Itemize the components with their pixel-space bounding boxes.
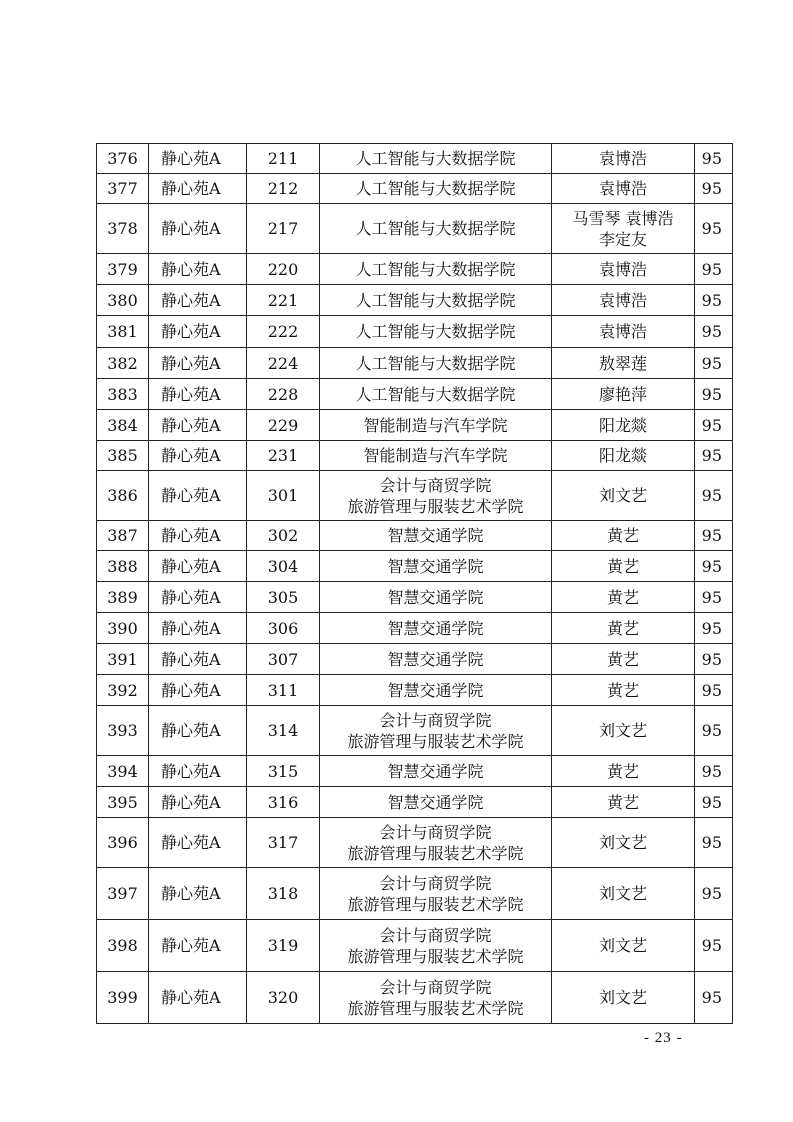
room-cell: 301: [247, 471, 320, 521]
page-number: - 23 -: [644, 1030, 683, 1046]
teacher-cell: [552, 613, 695, 644]
college-cell-line: 人工智能与大数据学院: [355, 384, 516, 404]
building-cell: 静心苑A: [149, 174, 247, 204]
teacher-cell-line: 刘文艺: [598, 884, 647, 903]
teacher-cell: [552, 551, 695, 582]
row-number-cell: 390: [97, 613, 149, 644]
room-cell: 217: [247, 204, 320, 254]
table-row: [97, 582, 733, 613]
college-cell-line: 旅游管理与服装艺术学院: [347, 998, 524, 1018]
room-cell: 224: [247, 348, 320, 379]
college-cell-line: 旅游管理与服装艺术学院: [347, 946, 524, 966]
room-cell: 304: [247, 551, 320, 582]
row-number-cell: 382: [97, 348, 149, 379]
teacher-cell-line: 黄艺: [606, 761, 639, 781]
room-cell: 220: [247, 254, 320, 285]
row-number-cell: 396: [97, 818, 149, 868]
college-cell: [320, 582, 552, 613]
teacher-cell-line: 阳龙燚: [598, 446, 647, 465]
table-row: [97, 471, 733, 521]
college-cell: [320, 868, 552, 920]
row-number-cell: 385: [97, 441, 149, 471]
college-cell-line: 旅游管理与服装艺术学院: [347, 496, 524, 516]
teacher-cell: [552, 818, 695, 868]
teacher-cell-line: 黄艺: [606, 526, 639, 545]
score-cell: 95: [695, 920, 733, 972]
score-cell: 95: [695, 675, 733, 706]
room-cell: 320: [247, 972, 320, 1024]
teacher-cell: [552, 379, 695, 410]
teacher-cell-line: 黄艺: [606, 587, 639, 607]
room-cell: 314: [247, 706, 320, 756]
building-cell: 静心苑A: [149, 675, 247, 706]
college-cell-line: 会计与商贸学院: [379, 925, 492, 945]
room-cell: 318: [247, 868, 320, 920]
teacher-cell: [552, 348, 695, 379]
dormitory-score-table: [96, 143, 733, 1024]
teacher-cell-line: 刘文艺: [598, 833, 647, 852]
teacher-cell-line: 刘文艺: [598, 721, 647, 740]
college-cell-line: 智慧交通学院: [387, 680, 484, 700]
college-cell-line: 会计与商贸学院: [379, 822, 492, 842]
row-number-cell: 387: [97, 521, 149, 551]
room-cell: 319: [247, 920, 320, 972]
table-row: [97, 818, 733, 868]
teacher-cell-line: 黄艺: [606, 618, 639, 638]
score-cell: 95: [695, 756, 733, 787]
college-cell: [320, 706, 552, 756]
college-cell-line: 会计与商贸学院: [379, 710, 492, 730]
score-cell: 95: [695, 551, 733, 582]
room-cell: 305: [247, 582, 320, 613]
table-row: [97, 920, 733, 972]
building-cell: 静心苑A: [149, 254, 247, 285]
table-row: [97, 551, 733, 582]
row-number-cell: 378: [97, 204, 149, 254]
college-cell-line: 会计与商贸学院: [379, 977, 492, 997]
building-cell: 静心苑A: [149, 551, 247, 582]
college-cell: [320, 756, 552, 787]
teacher-cell-line: 黄艺: [606, 556, 639, 576]
row-number-cell: 377: [97, 174, 149, 204]
score-cell: 95: [695, 379, 733, 410]
teacher-cell: [552, 675, 695, 706]
teacher-cell: [552, 787, 695, 818]
teacher-cell: [552, 972, 695, 1024]
table-row: [97, 410, 733, 441]
college-cell: [320, 316, 552, 348]
college-cell-line: 会计与商贸学院: [379, 475, 492, 495]
college-cell: [320, 379, 552, 410]
teacher-cell: [552, 204, 695, 254]
college-cell-line: 智慧交通学院: [387, 792, 484, 812]
score-cell: 95: [695, 144, 733, 174]
teacher-cell: [552, 410, 695, 441]
room-cell: 229: [247, 410, 320, 441]
room-cell: 302: [247, 521, 320, 551]
building-cell: 静心苑A: [149, 582, 247, 613]
building-cell: 静心苑A: [149, 410, 247, 441]
score-cell: 95: [695, 818, 733, 868]
college-cell-line: 旅游管理与服装艺术学院: [347, 843, 524, 863]
teacher-cell: [552, 756, 695, 787]
college-cell-line: 智慧交通学院: [387, 556, 484, 576]
room-cell: 221: [247, 285, 320, 316]
building-cell: 静心苑A: [149, 920, 247, 972]
score-cell: 95: [695, 471, 733, 521]
college-cell: [320, 285, 552, 316]
college-cell-line: 智能制造与汽车学院: [363, 415, 508, 435]
table-row: [97, 348, 733, 379]
college-cell-line: 人工智能与大数据学院: [355, 259, 516, 279]
college-cell-line: 智慧交通学院: [387, 618, 484, 638]
building-cell: 静心苑A: [149, 644, 247, 675]
room-cell: 311: [247, 675, 320, 706]
teacher-cell-line: 袁博浩: [598, 149, 647, 168]
college-cell-line: 旅游管理与服装艺术学院: [347, 894, 524, 914]
building-cell: 静心苑A: [149, 379, 247, 410]
score-cell: 95: [695, 254, 733, 285]
college-cell-line: 人工智能与大数据学院: [355, 322, 516, 341]
row-number-cell: 389: [97, 582, 149, 613]
row-number-cell: 388: [97, 551, 149, 582]
score-cell: 95: [695, 174, 733, 204]
row-number-cell: 376: [97, 144, 149, 174]
table-row: [97, 285, 733, 316]
teacher-cell-line: 敖翠莲: [598, 353, 647, 373]
college-cell-line: 人工智能与大数据学院: [355, 290, 516, 310]
college-cell-line: 智能制造与汽车学院: [363, 446, 508, 465]
table-row: [97, 613, 733, 644]
college-cell: [320, 254, 552, 285]
row-number-cell: 393: [97, 706, 149, 756]
teacher-cell: [552, 644, 695, 675]
score-cell: 95: [695, 613, 733, 644]
college-cell-line: 人工智能与大数据学院: [355, 179, 516, 198]
teacher-cell: [552, 174, 695, 204]
teacher-cell: [552, 706, 695, 756]
teacher-cell: [552, 471, 695, 521]
table-row: [97, 756, 733, 787]
score-cell: 95: [695, 316, 733, 348]
college-cell: [320, 613, 552, 644]
room-cell: 306: [247, 613, 320, 644]
college-cell: [320, 144, 552, 174]
teacher-cell: [552, 868, 695, 920]
table-row: [97, 254, 733, 285]
row-number-cell: 384: [97, 410, 149, 441]
teacher-cell-line: 刘文艺: [598, 486, 647, 505]
teacher-cell-line: 袁博浩: [598, 179, 647, 198]
row-number-cell: 392: [97, 675, 149, 706]
table-row: [97, 204, 733, 254]
room-cell: 315: [247, 756, 320, 787]
teacher-cell: [552, 441, 695, 471]
room-cell: 211: [247, 144, 320, 174]
teacher-cell-line: 阳龙燚: [598, 415, 647, 435]
score-cell: 95: [695, 410, 733, 441]
teacher-cell-line: 廖艳萍: [598, 384, 647, 404]
college-cell: [320, 348, 552, 379]
table-row: [97, 144, 733, 174]
score-cell: 95: [695, 868, 733, 920]
row-number-cell: 394: [97, 756, 149, 787]
score-cell: 95: [695, 204, 733, 254]
row-number-cell: 399: [97, 972, 149, 1024]
teacher-cell-line: 刘文艺: [598, 936, 647, 955]
row-number-cell: 395: [97, 787, 149, 818]
table-row: [97, 868, 733, 920]
college-cell: [320, 972, 552, 1024]
score-cell: 95: [695, 706, 733, 756]
college-cell-line: 会计与商贸学院: [379, 873, 492, 893]
teacher-cell-line: 袁博浩: [598, 259, 647, 279]
room-cell: 316: [247, 787, 320, 818]
table-row: [97, 972, 733, 1024]
college-cell-line: 智慧交通学院: [387, 761, 484, 781]
score-cell: 95: [695, 972, 733, 1024]
building-cell: 静心苑A: [149, 756, 247, 787]
table-row: [97, 441, 733, 471]
building-cell: 静心苑A: [149, 972, 247, 1024]
table-row: [97, 379, 733, 410]
teacher-cell: [552, 582, 695, 613]
college-cell: [320, 410, 552, 441]
teacher-cell-line: 黄艺: [606, 649, 639, 669]
teacher-cell-line: 李定友: [598, 229, 647, 249]
row-number-cell: 398: [97, 920, 149, 972]
building-cell: 静心苑A: [149, 471, 247, 521]
row-number-cell: 380: [97, 285, 149, 316]
row-number-cell: 381: [97, 316, 149, 348]
row-number-cell: 379: [97, 254, 149, 285]
building-cell: 静心苑A: [149, 868, 247, 920]
building-cell: 静心苑A: [149, 441, 247, 471]
score-cell: 95: [695, 348, 733, 379]
college-cell: [320, 471, 552, 521]
row-number-cell: 397: [97, 868, 149, 920]
college-cell-line: 人工智能与大数据学院: [355, 219, 516, 238]
teacher-cell-line: 袁博浩: [598, 290, 647, 310]
room-cell: 228: [247, 379, 320, 410]
building-cell: 静心苑A: [149, 787, 247, 818]
building-cell: 静心苑A: [149, 818, 247, 868]
table-row: [97, 521, 733, 551]
score-cell: 95: [695, 787, 733, 818]
college-cell-line: 智慧交通学院: [387, 587, 484, 607]
building-cell: 静心苑A: [149, 204, 247, 254]
college-cell: [320, 521, 552, 551]
score-cell: 95: [695, 582, 733, 613]
teacher-cell-line: 马雪琴 袁博浩: [572, 208, 674, 228]
table-row: [97, 644, 733, 675]
table-row: [97, 316, 733, 348]
room-cell: 317: [247, 818, 320, 868]
table-row: [97, 706, 733, 756]
table-body: [97, 144, 733, 1024]
building-cell: 静心苑A: [149, 613, 247, 644]
college-cell: [320, 920, 552, 972]
teacher-cell: [552, 316, 695, 348]
college-cell: [320, 787, 552, 818]
college-cell: [320, 644, 552, 675]
college-cell-line: 智慧交通学院: [387, 526, 484, 545]
college-cell: [320, 441, 552, 471]
table-row: [97, 675, 733, 706]
college-cell-line: 人工智能与大数据学院: [355, 353, 516, 373]
score-cell: 95: [695, 285, 733, 316]
college-cell-line: 人工智能与大数据学院: [355, 149, 516, 168]
building-cell: 静心苑A: [149, 144, 247, 174]
score-cell: 95: [695, 521, 733, 551]
score-cell: 95: [695, 644, 733, 675]
college-cell: [320, 204, 552, 254]
building-cell: 静心苑A: [149, 706, 247, 756]
room-cell: 307: [247, 644, 320, 675]
teacher-cell-line: 袁博浩: [598, 322, 647, 341]
row-number-cell: 386: [97, 471, 149, 521]
teacher-cell: [552, 521, 695, 551]
college-cell: [320, 174, 552, 204]
building-cell: 静心苑A: [149, 285, 247, 316]
teacher-cell: [552, 254, 695, 285]
row-number-cell: 383: [97, 379, 149, 410]
teacher-cell-line: 黄艺: [606, 680, 639, 700]
table-row: [97, 174, 733, 204]
college-cell-line: 智慧交通学院: [387, 649, 484, 669]
building-cell: 静心苑A: [149, 348, 247, 379]
college-cell: [320, 818, 552, 868]
college-cell: [320, 675, 552, 706]
teacher-cell-line: 黄艺: [606, 792, 639, 812]
teacher-cell: [552, 285, 695, 316]
row-number-cell: 391: [97, 644, 149, 675]
college-cell: [320, 551, 552, 582]
room-cell: 212: [247, 174, 320, 204]
building-cell: 静心苑A: [149, 521, 247, 551]
college-cell-line: 旅游管理与服装艺术学院: [347, 731, 524, 751]
room-cell: 222: [247, 316, 320, 348]
teacher-cell: [552, 144, 695, 174]
room-cell: 231: [247, 441, 320, 471]
score-cell: 95: [695, 441, 733, 471]
table-row: [97, 787, 733, 818]
building-cell: 静心苑A: [149, 316, 247, 348]
teacher-cell: [552, 920, 695, 972]
teacher-cell-line: 刘文艺: [598, 988, 647, 1007]
